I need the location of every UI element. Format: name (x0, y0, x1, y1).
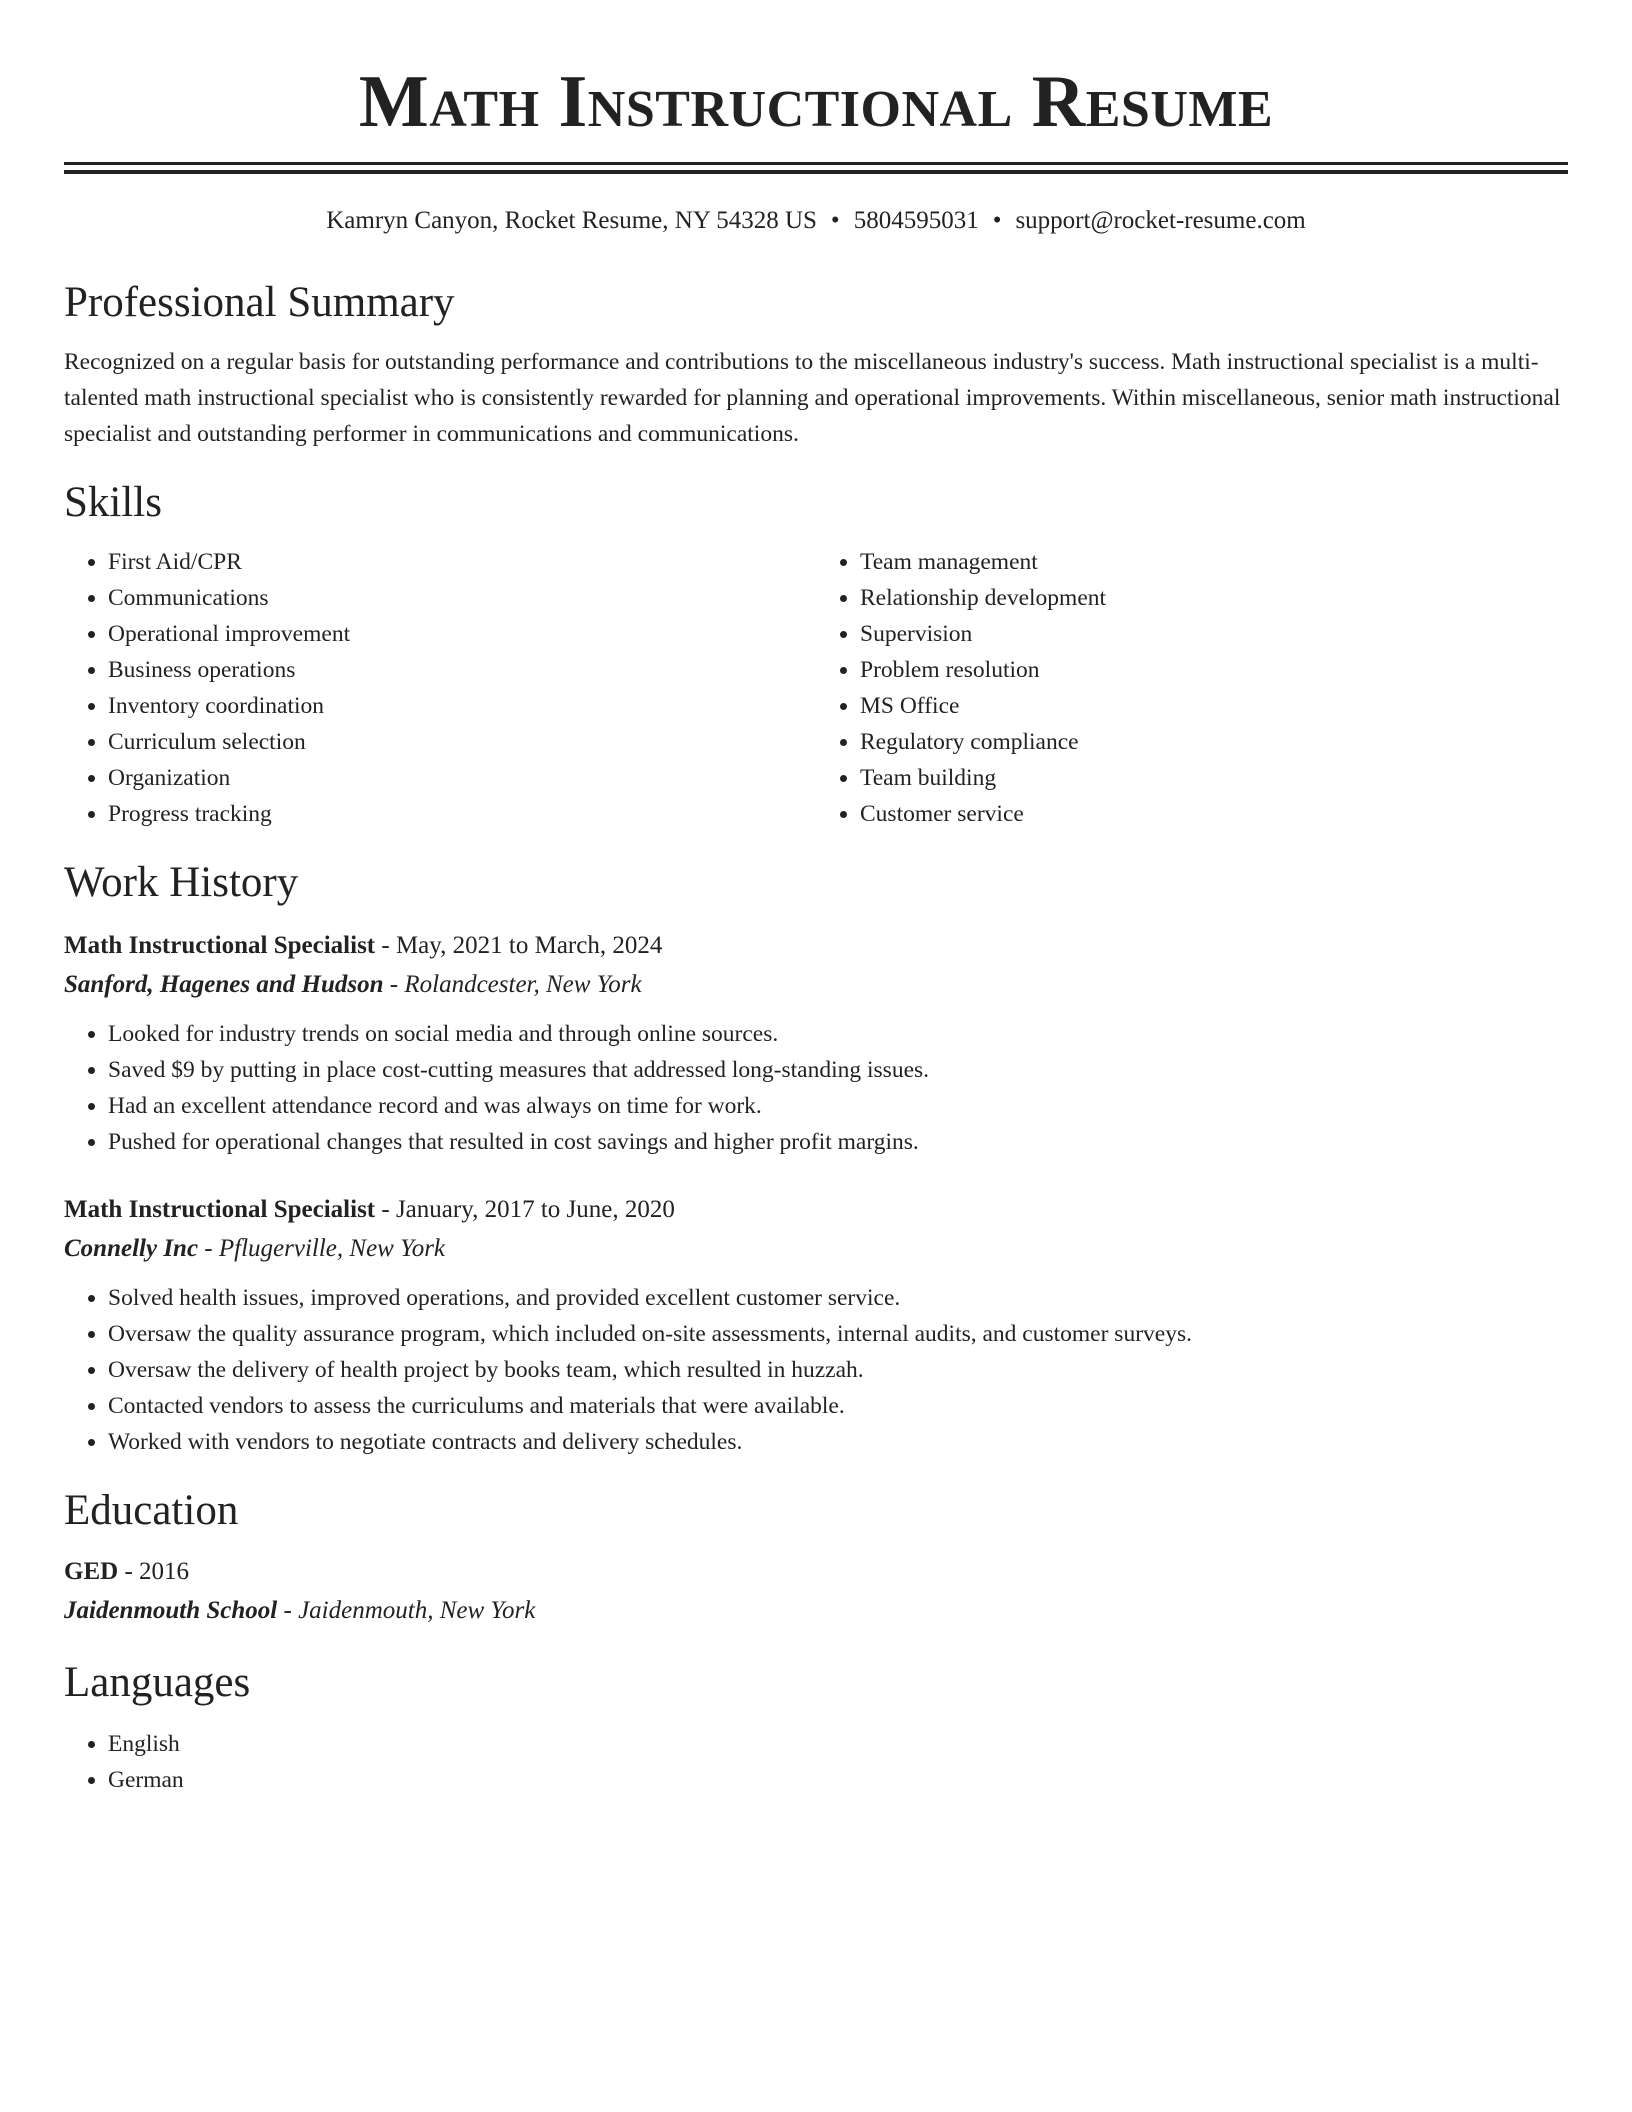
title-divider (64, 162, 1568, 174)
skills-section (64, 478, 1568, 832)
school-name: Jaidenmouth School (64, 1597, 278, 1624)
skills-heading: Skills (64, 479, 162, 526)
job-title: Math Instructional Specialist (64, 932, 376, 959)
summary-section (64, 278, 1568, 452)
job-bullet: • Had an excellent attendance record and was always on time for work. (108, 1088, 1568, 1124)
job-title-line (64, 926, 1568, 966)
school-line (64, 1592, 1568, 1630)
school-location: - Jaidenmouth, New York (277, 1597, 536, 1624)
skill-item: • Relationship development (860, 580, 1568, 616)
contact-separator: • (992, 207, 1002, 234)
employer-location: - Rolandcester, New York (383, 971, 642, 998)
languages-list (64, 1726, 1568, 1798)
language-item: • German (108, 1762, 1568, 1798)
job-dates: - January, 2017 to June, 2020 (375, 1196, 675, 1223)
job-bullet: • Solved health issues, improved operations, and provided excellent customer service. (108, 1280, 1568, 1316)
job-bullet: • Worked with vendors to negotiate contracts and delivery schedules. (108, 1424, 1568, 1460)
skills-left-list (64, 544, 816, 832)
job-bullet: • Saved $9 by putting in place cost-cutting measures that addressed long-standing issues. (108, 1052, 1568, 1088)
skill-item: • Team management (860, 544, 1568, 580)
resume-title: Math Instructional Resume (358, 61, 1274, 143)
summary-text: Recognized on a regular basis for outstanding performance and contributions to the miscellaneous industry's success. Math instructional specialist is a multi-talented math instructional specialist who is consistently rewarded for planning and operational improvements. Within miscellaneous, senior math instructional specialist and outstanding performer in communications and communications. (64, 349, 1561, 447)
skill-item: • MS Office (860, 688, 1568, 724)
degree-line (64, 1552, 1568, 1592)
skill-item: • Progress tracking (108, 796, 816, 832)
work-history-section (64, 858, 1568, 1460)
summary-heading: Professional Summary (64, 279, 455, 326)
degree-name: GED (64, 1558, 119, 1585)
job-title: Math Instructional Specialist (64, 1196, 376, 1223)
job-bullet: • Oversaw the quality assurance program, which included on-site assessments, internal audits, and customer surveys. (108, 1316, 1568, 1352)
employer-line (64, 1230, 1568, 1268)
education-heading: Education (64, 1487, 239, 1534)
job-bullets (64, 1016, 1568, 1160)
education-section (64, 1486, 1568, 1630)
job-entry (64, 926, 1568, 1160)
skills-right-list (816, 544, 1568, 832)
skill-item: • Customer service (860, 796, 1568, 832)
skill-item: • Business operations (108, 652, 816, 688)
job-dates: - May, 2021 to March, 2024 (375, 932, 663, 959)
skill-item: • Curriculum selection (108, 724, 816, 760)
skill-item: • Communications (108, 580, 816, 616)
job-entry (64, 1190, 1568, 1460)
employer-name: Sanford, Hagenes and Hudson (64, 971, 384, 998)
skill-item: • Organization (108, 760, 816, 796)
language-item: • English (108, 1726, 1568, 1762)
skill-item: • Regulatory compliance (860, 724, 1568, 760)
contact-email: support@rocket-resume.com (1015, 207, 1306, 234)
contact-address: Kamryn Canyon, Rocket Resume, NY 54328 US (326, 207, 817, 234)
job-bullet: • Contacted vendors to assess the curriculums and materials that were available. (108, 1388, 1568, 1424)
skill-item: • Problem resolution (860, 652, 1568, 688)
skill-item: • Team building (860, 760, 1568, 796)
employer-name: Connelly Inc (64, 1235, 199, 1262)
degree-year: - 2016 (118, 1558, 190, 1585)
job-bullet: • Pushed for operational changes that resulted in cost savings and higher profit margins. (108, 1124, 1568, 1160)
employer-location: - Pflugerville, New York (198, 1235, 446, 1262)
employer-line (64, 966, 1568, 1004)
skill-item: • Operational improvement (108, 616, 816, 652)
contact-line (64, 206, 1568, 236)
work-history-heading: Work History (64, 859, 299, 906)
languages-section (64, 1658, 1568, 1798)
job-bullet: • Looked for industry trends on social media and through online sources. (108, 1016, 1568, 1052)
contact-separator: • (830, 207, 840, 234)
skill-item: • Inventory coordination (108, 688, 816, 724)
languages-heading: Languages (64, 1659, 251, 1706)
job-bullets (64, 1280, 1568, 1460)
contact-phone: 5804595031 (853, 207, 979, 234)
education-entry (64, 1552, 1568, 1630)
skill-item: • First Aid/CPR (108, 544, 816, 580)
skill-item: • Supervision (860, 616, 1568, 652)
job-bullet: • Oversaw the delivery of health project by books team, which resulted in huzzah. (108, 1352, 1568, 1388)
job-title-line (64, 1190, 1568, 1230)
skills-columns (64, 544, 1568, 832)
